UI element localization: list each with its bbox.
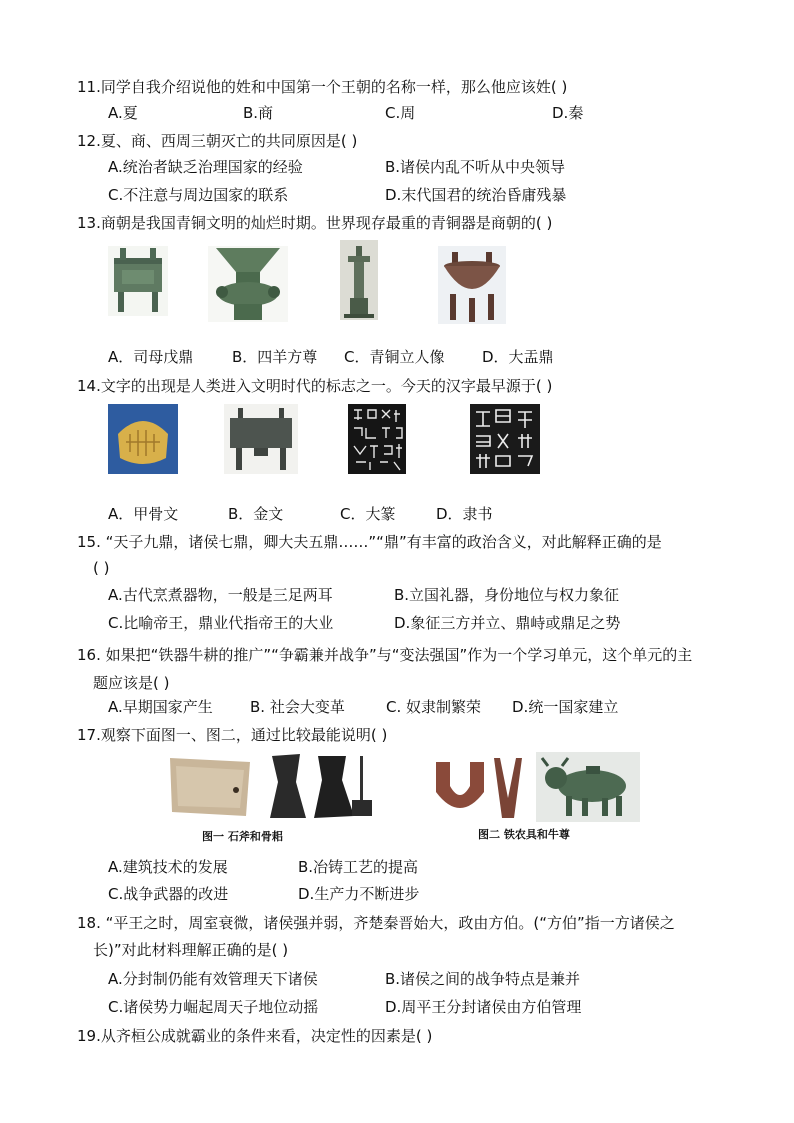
q18-option-c: C.诸侯势力崛起周天子地位动摇 xyxy=(108,998,319,1016)
q17-stem: 17.观察下面图一、图二，通过比较最能说明( ) xyxy=(77,726,388,744)
q16-option-d: D.统一国家建立 xyxy=(512,698,619,716)
q16-option-c: C. 奴隶制繁荣 xyxy=(386,698,482,716)
q15-stem-line2: ( ) xyxy=(93,559,110,577)
q11-option-b: B.商 xyxy=(243,104,274,122)
iron-tools-image xyxy=(432,752,532,822)
dazhuan-rubbing-image xyxy=(348,404,406,474)
q16-stem-line1: 16. 如果把“铁器牛耕的推广”“争霸兼并战争”与“变法强国”作为一个学习单元，这个单元的主 xyxy=(77,646,693,664)
stone-axe-image xyxy=(166,752,254,822)
q18-stem-line1: 18. “平王之时，周室衰微，诸侯强并弱，齐楚秦晋始大，政由方伯。(“方伯”指一方诸侯之 xyxy=(77,914,675,932)
q16-option-a: A.早期国家产生 xyxy=(108,698,213,716)
q12-option-a: A.统治者缺乏治理国家的经验 xyxy=(108,158,303,176)
q12-option-c: C.不注意与周边国家的联系 xyxy=(108,186,289,204)
q14-option-b: B．金文 xyxy=(228,505,284,523)
q13-option-d: D．大盂鼎 xyxy=(482,348,554,366)
q11-option-a: A.夏 xyxy=(108,104,138,122)
lishu-rubbing-image xyxy=(470,404,540,474)
dayu-ding-image xyxy=(438,246,506,324)
siyang-fangzun-image xyxy=(208,246,288,322)
q16-option-b: B. 社会大变革 xyxy=(250,698,345,716)
q16-stem-line2: 题应该是( ) xyxy=(93,674,170,692)
q17-option-b: B.冶铸工艺的提高 xyxy=(298,858,419,876)
q11-option-c: C.周 xyxy=(385,104,416,122)
q19-stem: 19.从齐桓公成就霸业的条件来看，决定性的因素是( ) xyxy=(77,1027,433,1045)
q17-option-d: D.生产力不断进步 xyxy=(298,885,420,903)
bronze-inscription-vessel-image xyxy=(224,404,298,474)
q14-stem: 14.文字的出现是人类进入文明时代的标志之一。今天的汉字最早源于( ) xyxy=(77,377,553,395)
q18-option-d: D.周平王分封诸侯由方伯管理 xyxy=(385,998,582,1016)
bronze-standing-figure-image xyxy=(340,240,378,320)
q13-option-c: C．青铜立人像 xyxy=(344,348,445,366)
q12-option-d: D.末代国君的统治昏庸残暴 xyxy=(385,186,567,204)
bone-spade-image xyxy=(266,752,376,822)
q15-option-c: C.比喻帝王，鼎业代指帝王的大业 xyxy=(108,614,334,632)
q14-option-a: A．甲骨文 xyxy=(108,505,179,523)
oracle-bone-image xyxy=(108,404,178,474)
q15-option-a: A.古代烹煮器物，一般是三足两耳 xyxy=(108,586,333,604)
q14-option-c: C．大篆 xyxy=(340,505,396,523)
q18-option-b: B.诸侯之间的战争特点是兼并 xyxy=(385,970,581,988)
q11-option-d: D.秦 xyxy=(552,104,584,122)
q14-option-d: D．隶书 xyxy=(436,505,493,523)
simuwu-ding-image xyxy=(108,246,168,316)
q18-stem-line2: 长)”对此材料理解正确的是( ) xyxy=(93,941,289,959)
figure2-caption: 图二 铁农具和牛尊 xyxy=(478,828,570,841)
q12-option-b: B.诸侯内乱不听从中央领导 xyxy=(385,158,566,176)
q11-stem: 11.同学自我介绍说他的姓和中国第一个王朝的名称一样，那么他应该姓( ) xyxy=(77,78,568,96)
q15-stem-line1: 15. “天子九鼎，诸侯七鼎，卿大夫五鼎……”“鼎”有丰富的政治含义，对此解释正确的是 xyxy=(77,533,662,551)
q15-option-d: D.象征三方并立、鼎峙或鼎足之势 xyxy=(394,614,621,632)
ox-zun-image xyxy=(536,752,640,822)
q13-option-b: B．四羊方尊 xyxy=(232,348,318,366)
q18-option-a: A.分封制仍能有效管理天下诸侯 xyxy=(108,970,318,988)
q13-option-a: A．司母戊鼎 xyxy=(108,348,194,366)
q17-option-a: A.建筑技术的发展 xyxy=(108,858,228,876)
q17-option-c: C.战争武器的改进 xyxy=(108,885,229,903)
q12-stem: 12.夏、商、西周三朝灭亡的共同原因是( ) xyxy=(77,132,358,150)
figure1-caption: 图一 石斧和骨耜 xyxy=(202,830,283,843)
q13-stem: 13.商朝是我国青铜文明的灿烂时期。世界现存最重的青铜器是商朝的( ) xyxy=(77,214,553,232)
q15-option-b: B.立国礼器，身份地位与权力象征 xyxy=(394,586,620,604)
